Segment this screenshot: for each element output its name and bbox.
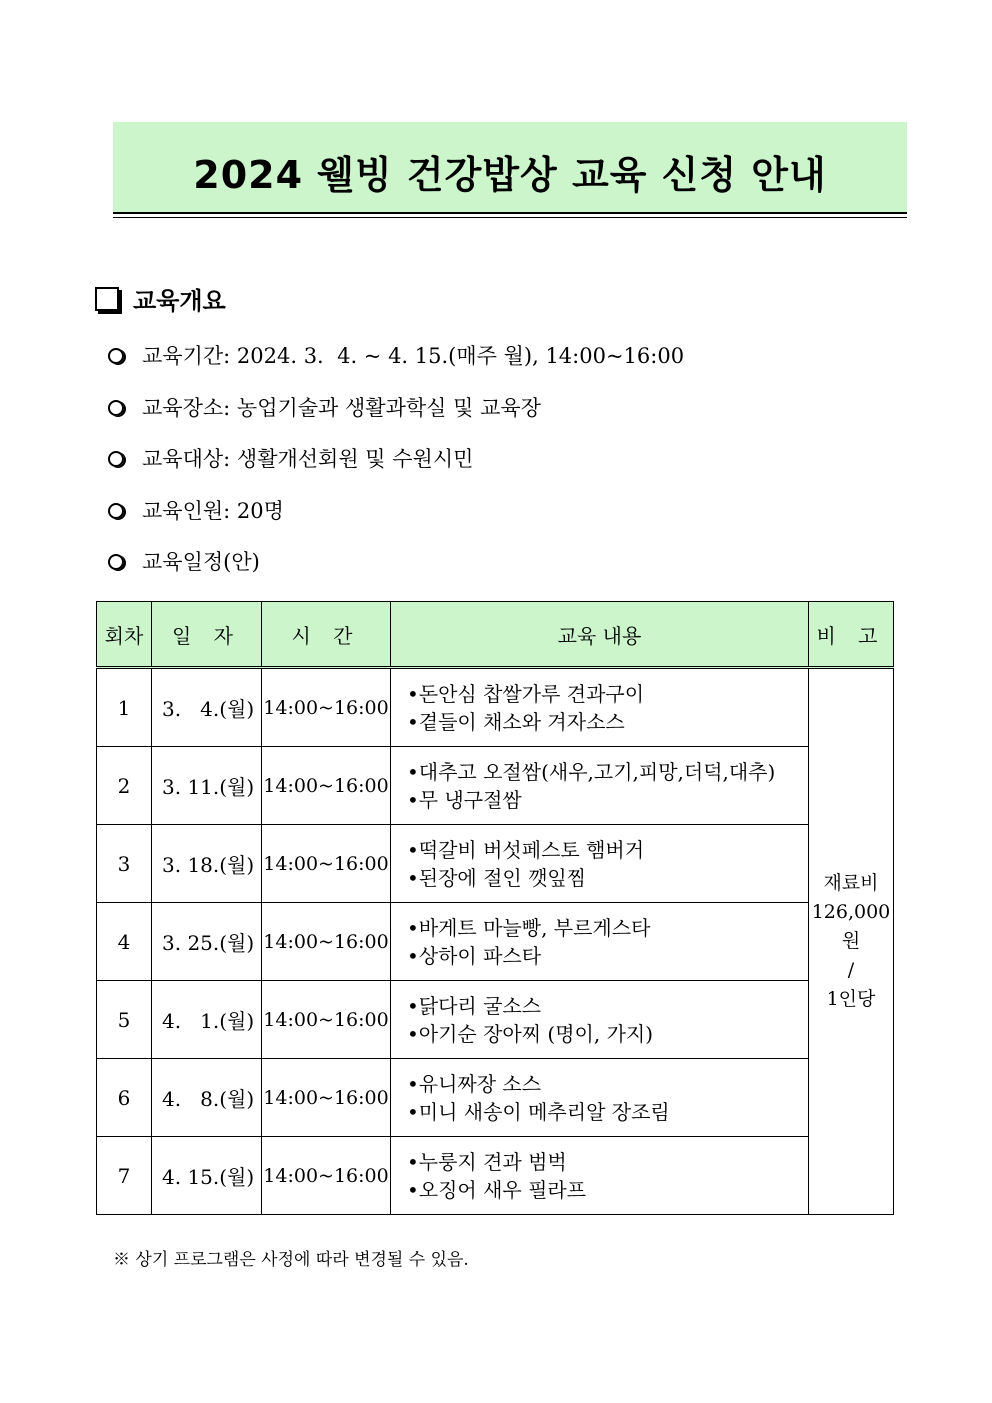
content-line: •아기순 장아찌 (명이, 가지)	[407, 1021, 654, 1046]
content-line: •대추고 오절쌈(새우,고기,피망,더덕,대추)	[407, 759, 776, 784]
row-no: 1	[97, 668, 152, 747]
content-line: •유니짜장 소스	[407, 1071, 542, 1096]
checkbox-square-icon	[95, 287, 119, 311]
overview-item-capacity	[108, 495, 284, 525]
row-time: 14:00~16:00	[262, 1137, 391, 1215]
overview-item-schedule	[108, 546, 260, 576]
row-no: 5	[97, 981, 152, 1059]
content-line: •오징어 새우 필라프	[407, 1177, 587, 1202]
row-time: 14:00~16:00	[262, 825, 391, 903]
row-time: 14:00~16:00	[262, 747, 391, 825]
row-no: 4	[97, 903, 152, 981]
header-content: 교육 내용	[391, 602, 809, 668]
circle-bullet-icon	[108, 348, 124, 364]
row-content	[391, 668, 809, 747]
overview-label: 교육일정(안)	[142, 550, 260, 574]
row-content	[391, 1137, 809, 1215]
table-header-row	[97, 602, 894, 668]
overview-item-place	[108, 392, 541, 422]
row-date: 3. 25.(월)	[152, 903, 262, 981]
row-content	[391, 747, 809, 825]
overview-value: 2024. 3. 4. ~ 4. 15.(매주 월), 14:00~16:00	[236, 344, 685, 368]
note-line: 1인당	[826, 988, 876, 1010]
row-date: 4. 15.(월)	[152, 1137, 262, 1215]
overview-value: 농업기술과 생활과학실 및 교육장	[236, 396, 541, 420]
content-line: •누룽지 견과 범벅	[407, 1149, 567, 1174]
row-date: 3. 11.(월)	[152, 747, 262, 825]
row-time: 14:00~16:00	[262, 981, 391, 1059]
table-row	[97, 981, 894, 1059]
table-row	[97, 1059, 894, 1137]
content-line: •미니 새송이 메추리알 장조림	[407, 1099, 670, 1124]
row-date: 3. 4.(월)	[152, 668, 262, 747]
overview-value: 생활개선회원 및 수원시민	[236, 447, 474, 471]
row-time: 14:00~16:00	[262, 1059, 391, 1137]
circle-bullet-icon	[108, 400, 124, 416]
row-content	[391, 981, 809, 1059]
table-row	[97, 1137, 894, 1215]
header-no: 회차	[97, 602, 152, 668]
row-content	[391, 1059, 809, 1137]
overview-label: 교육인원:	[142, 499, 237, 523]
circle-bullet-icon	[108, 451, 124, 467]
row-content	[391, 903, 809, 981]
content-line: •떡갈비 버섯페스토 햄버거	[407, 837, 645, 862]
table-row	[97, 668, 894, 747]
overview-label: 교육대상:	[142, 447, 237, 471]
content-line: •상하이 파스타	[407, 943, 542, 968]
footnote: ※ 상기 프로그램은 사정에 따라 변경될 수 있음.	[113, 1250, 469, 1270]
row-date: 4. 8.(월)	[152, 1059, 262, 1137]
row-time: 14:00~16:00	[262, 668, 391, 747]
content-line: •바게트 마늘빵, 부르게스타	[407, 915, 651, 940]
table-row	[97, 825, 894, 903]
note-line: 재료비	[823, 872, 879, 894]
schedule-table	[96, 601, 894, 1215]
row-date: 3. 18.(월)	[152, 825, 262, 903]
header-time: 시 간	[262, 602, 391, 668]
content-line: •무 냉구절쌈	[407, 787, 522, 812]
overview-item-period	[108, 340, 684, 370]
overview-label: 교육장소:	[142, 396, 237, 420]
row-no: 3	[97, 825, 152, 903]
row-no: 6	[97, 1059, 152, 1137]
content-line: •닭다리 굴소스	[407, 993, 542, 1018]
note-cell	[809, 668, 894, 1215]
content-line: •돈안심 찹쌀가루 견과구이	[407, 681, 645, 706]
note-line: 126,000원	[811, 901, 891, 952]
header-note: 비 고	[809, 602, 894, 668]
row-content	[391, 825, 809, 903]
overview-item-target	[108, 443, 473, 473]
content-line: •곁들이 채소와 겨자소스	[407, 709, 625, 734]
row-no: 7	[97, 1137, 152, 1215]
section-label: 교육개요	[133, 287, 226, 315]
page-title: 2024 웰빙 건강밥상 교육 신청 안내	[193, 153, 827, 197]
circle-bullet-icon	[108, 503, 124, 519]
overview-label: 교육기간:	[142, 344, 237, 368]
table-row	[97, 747, 894, 825]
section-heading	[95, 281, 226, 316]
row-time: 14:00~16:00	[262, 903, 391, 981]
table-row	[97, 903, 894, 981]
circle-bullet-icon	[108, 554, 124, 570]
content-line: •된장에 절인 깻잎찜	[407, 865, 587, 890]
row-date: 4. 1.(월)	[152, 981, 262, 1059]
note-line: /	[847, 959, 855, 981]
header-date: 일 자	[152, 602, 262, 668]
overview-value: 20명	[236, 499, 284, 523]
title-banner	[113, 122, 907, 214]
row-no: 2	[97, 747, 152, 825]
